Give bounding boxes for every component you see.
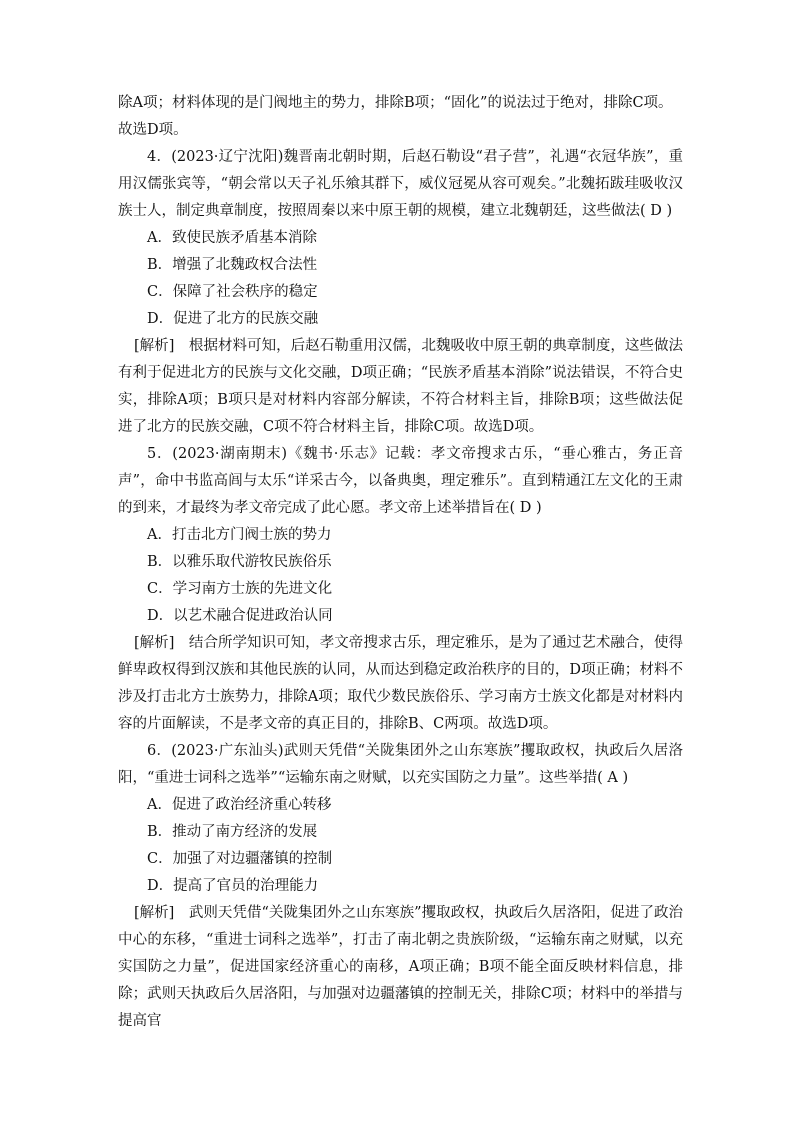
question-stem: 5．(2023·湖南期末)《魏书·乐志》记载：孝文帝搜求古乐，“垂心雅古，务正音声”，命中书监高闾与太乐“详采古今，以备典奥，理定雅乐”。直到精通江左文化的王肃的到来，才最终为孝文帝完成了此心愿。孝文帝上述举措旨在( D ) <box>118 446 683 516</box>
option-b: B．增强了北魏政权合法性 <box>147 257 318 273</box>
intro-line-2: 故选D项。 <box>118 122 188 138</box>
option-d: D．以艺术融合促进政治认同 <box>147 608 333 624</box>
question-stem: 6．(2023·广东汕头)武则天凭借“关陇集团外之山东寒族”攫取政权，执政后久居洛阳，“重进士词科之选举”“运输东南之财赋，以充实国防之力量”。这些举措( A ) <box>118 743 683 786</box>
intro-line-1: 除A项；材料体现的是门阀地主的势力，排除B项；“固化”的说法过于绝对，排除C项。 <box>118 95 673 111</box>
option-d: D．提高了官员的治理能力 <box>147 878 319 894</box>
analysis-tag: [解析] <box>133 635 175 651</box>
analysis-text: 武则天凭借“关陇集团外之山东寒族”攫取政权，执政后久居洛阳，促进了政治中心的东移，“重进士词科之选举”，打击了南北朝之贵族阶级，“运输东南之财赋，以充实国防之力量”，促进国家经济重心的南移，A项正确；B项不能全面反映材料信息，排除；武则天执政后久居洛阳，与加强对边疆藩镇的控制无关，排除C项；材料中的举措与提高官 <box>118 905 683 1029</box>
question-4 <box>118 144 683 441</box>
analysis-tag: [解析] <box>133 338 175 354</box>
document-page <box>118 90 683 1035</box>
option-a: A．致使民族矛盾基本消除 <box>147 230 317 246</box>
option-c: C．加强了对边疆藩镇的控制 <box>147 851 333 867</box>
question-5 <box>118 441 683 738</box>
question-6 <box>118 738 683 1035</box>
intro-text <box>118 90 683 144</box>
analysis-tag: [解析] <box>133 905 175 921</box>
analysis-text: 根据材料可知，后赵石勒重用汉儒，北魏吸收中原王朝的典章制度，这些做法有利于促进北方的民族与文化交融，D项正确；“民族矛盾基本消除”说法错误，不符合史实，排除A项；B项只是对材料内容部分解读，不符合材料主旨，排除B项；这些做法促进了北方的民族交融，C项不符合材料主旨，排除C项。故选D项。 <box>118 338 683 435</box>
question-stem: 4．(2023·辽宁沈阳)魏晋南北朝时期，后赵石勒设“君子营”，礼遇“衣冠华族”，重用汉儒张宾等，“朝会常以天子礼乐飨其群下，威仪冠冕从容可观矣。”北魏拓跋珪吸收汉族士人，制定典章制度，按照周秦以来中原王朝的规模，建立北魏朝廷，这些做法( D ) <box>118 149 683 219</box>
analysis-paragraph <box>118 630 683 738</box>
option-c: C．学习南方士族的先进文化 <box>147 581 333 597</box>
analysis-text: 结合所学知识可知，孝文帝搜求古乐，理定雅乐，是为了通过艺术融合，使得鲜卑政权得到汉族和其他民族的认同，从而达到稳定政治秩序的目的，D项正确；材料不涉及打击北方士族势力，排除A项；取代少数民族俗乐、学习南方士族文化都是对材料内容的片面解读，不是孝文帝的真正目的，排除B、C两项。故选D项。 <box>118 635 683 732</box>
analysis-paragraph <box>118 333 683 441</box>
option-a: A．促进了政治经济重心转移 <box>147 797 332 813</box>
option-d: D．促进了北方的民族交融 <box>147 311 319 327</box>
option-c: C．保障了社会秩序的稳定 <box>147 284 318 300</box>
option-a: A．打击北方门阀士族的势力 <box>147 527 332 543</box>
analysis-paragraph <box>118 900 683 1035</box>
option-b: B．推动了南方经济的发展 <box>147 824 318 840</box>
option-b: B．以雅乐取代游牧民族俗乐 <box>147 554 332 570</box>
